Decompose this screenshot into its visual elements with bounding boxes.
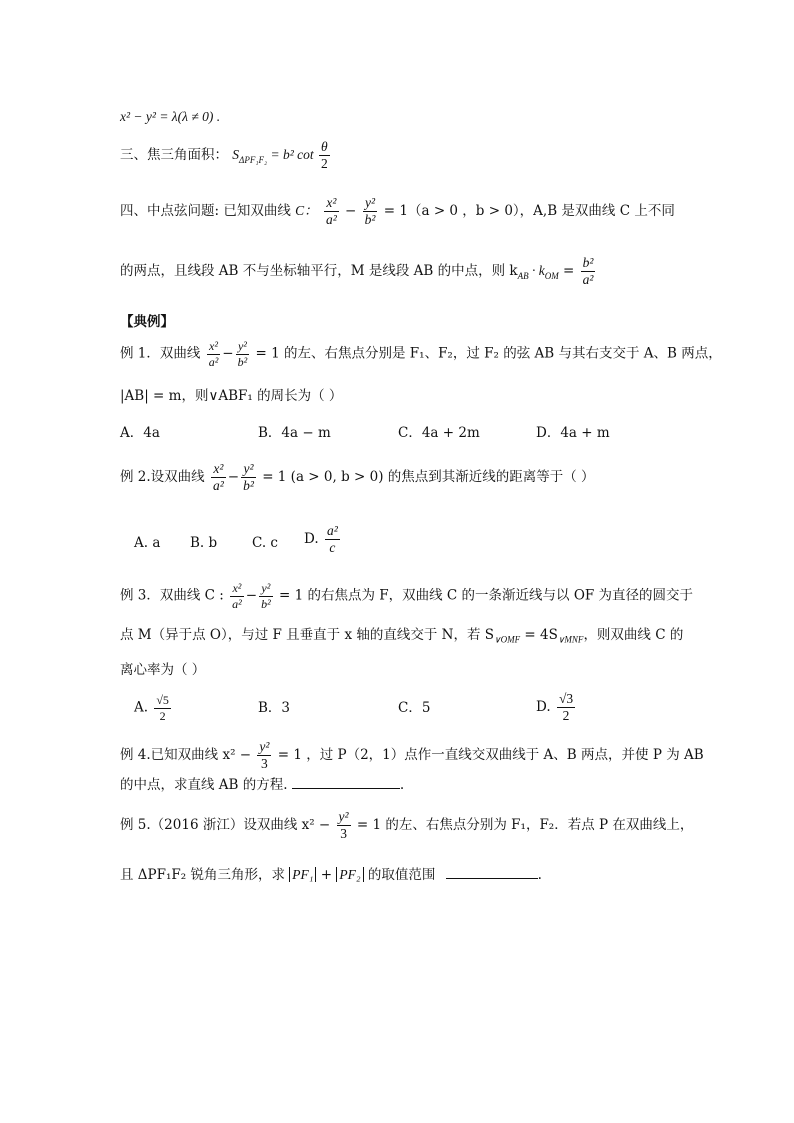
asymptote-family-formula: x² − y² = λ(λ ≠ 0) . [120, 109, 221, 124]
example-2-line-1: 例 2.设双曲线 $\frac{\text{x²}}{\text{a²}}$ − $\frac{\text{y²}}{\text{b²}}$ = 1 (a > 0, b > 0) 的焦点到其渐近线的距离等于（ ） [120, 461, 595, 494]
theta-over-2: $\frac{\theta}{2}$ [321, 139, 328, 172]
example-5-answer-blank[interactable] [446, 866, 538, 879]
example-3-option-a[interactable]: A. $\frac{√5}{2}$ [134, 693, 169, 723]
example-3-line-3: 离心率为（ ） [120, 662, 206, 678]
example-3-line-1: 例 3．双曲线 C : $\frac{\text{x²}}{\text{a²}}$ − $\frac{\text{y²}}{\text{b²}}$ = 1 的右焦点为 F，双曲线 C 的一条渐近线与以 OF 为直径的圆交于 [120, 581, 694, 611]
example-1-line-1: 例 1．双曲线 $\frac{\text{x²}}{\text{a²}}$ − $\frac{\text{y²}}{\text{b²}}$ = 1 的左、右焦点分别是 F₁、F₂，过 F₂ 的弦 AB 与其右支交于 A、B 两点， [120, 339, 722, 369]
example-2-option-b[interactable]: B. b [190, 535, 218, 551]
example-1-option-d[interactable]: D．4a + m [536, 425, 610, 441]
example-5-line-2: 且 ΔPF₁F₂ 锐角三角形，求 PF₁ + PF₂ 的取值范围 . [120, 867, 542, 883]
example-2-option-d[interactable]: D. $\frac{\text{a²}}{c}$ [304, 523, 338, 556]
example-1-line-2: |AB| = m，则∨ABF₁ 的周长为（ ） [120, 388, 343, 404]
section-3-label: 三、焦三角面积： [120, 147, 228, 164]
example-3-option-c[interactable]: C．5 [398, 700, 431, 716]
example-2-option-c[interactable]: C. c [252, 535, 278, 551]
example-2-option-a[interactable]: A. a [134, 535, 161, 551]
example-4-line-2: 的中点，求直线 AB 的方程. . [120, 777, 405, 793]
example-1-option-c[interactable]: C．4a + 2m [398, 425, 480, 441]
example-1-option-b[interactable]: B．4a − m [258, 425, 331, 441]
examples-heading: 【典例】 [120, 314, 174, 330]
example-4-line-1: 例 4.已知双曲线 x² − $\frac{\text{y²}}{3}$ = 1 ，过 P（2，1）点作一直线交双曲线于 A、B 两点，并使 P 为 AB [120, 739, 704, 772]
midpoint-chord-line-2: 的两点，且线段 AB 不与坐标轴平行，M 是线段 AB 的中点，则 $k_{AB} \cdot k_{OM}$ = $\frac{\text{b²}}{\text{a²}}$ [120, 255, 594, 288]
example-5-line-1: 例 5.（2016 浙江）设双曲线 x² − $\frac{\text{y²}}{3}$ = 1 的左、右焦点分别为 F₁，F₂．若点 P 在双曲线上， [120, 809, 694, 842]
midpoint-chord-line-1: 四、中点弦问题: 已知双曲线 C： $\frac{\text{x²}}{\text{a²}}$ − $\frac{\text{y²}}{\text{b²}}$ = 1（a > 0 ，b > 0），A,B 是双曲线 C 上不同 [120, 195, 675, 228]
focal-triangle-area: 三、焦三角面积： $S_{\Delta PF_1F_2} = b^2$ cot $\frac{\theta}{2}$ [120, 139, 328, 172]
example-4-answer-blank[interactable] [292, 776, 400, 789]
example-1-option-a[interactable]: A．4a [120, 425, 160, 441]
example-3-option-d[interactable]: D. $\frac{√3}{2}$ [536, 691, 574, 724]
example-3-line-2: 点 M（异于点 O），与过 F 且垂直于 x 轴的直线交于 N，若 $S_{\vee OMF} = 4S_{\vee MNF}$，则双曲线 C 的 [120, 627, 684, 645]
example-3-option-b[interactable]: B．3 [258, 700, 291, 716]
